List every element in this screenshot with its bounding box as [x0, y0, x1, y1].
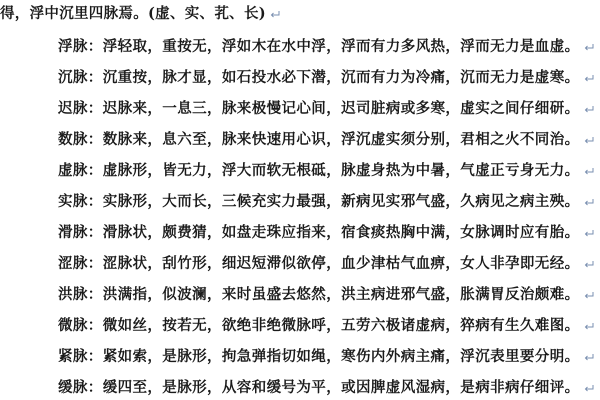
- pulse-line-text: 数脉：数脉来，息六至，脉来快速用心识，浮沉虚实须分别，君相之火不同治。: [58, 131, 580, 148]
- list-item: [58, 248, 598, 279]
- return-arrow-icon: [584, 353, 594, 361]
- list-item: [58, 62, 598, 93]
- list-item: [58, 341, 598, 372]
- pulse-line-text: 微脉：微如丝，按若无，欲绝非绝微脉呼，五劳六极诸虚病，猝病有生久难图。: [58, 317, 580, 334]
- pulse-line-text: 缓脉：缓四至，是脉形，从容和缓号为平，或因脾虚风湿病，是病非病仔细评。: [58, 379, 580, 396]
- header-line: [0, 2, 280, 26]
- list-item: [58, 279, 598, 310]
- pulse-line-text: 实脉：实脉形，大而长，三候充实力最强，新病见实邪气盛，久病见之病主殃。: [58, 193, 580, 210]
- return-arrow-icon: [584, 198, 594, 206]
- list-item: [58, 186, 598, 217]
- pulse-line-text: 洪脉：洪满指，似波澜，来时虽盛去悠然，洪主病进邪气盛，胀满胃反治颇难。: [58, 286, 580, 303]
- return-arrow-icon: [584, 384, 594, 392]
- return-arrow-icon: [584, 322, 594, 330]
- pulse-line-text: 滑脉：滑脉状，颇费猜，如盘走珠应指来，宿食痰热胸中满，女脉调时应有胎。: [58, 224, 580, 241]
- pulse-list: [58, 31, 598, 400]
- return-arrow-icon: [584, 74, 594, 82]
- return-arrow-icon: [584, 229, 594, 237]
- pulse-line-text: 浮脉：浮轻取，重按无，浮如木在水中浮，浮而有力多风热，浮而无力是血虚。: [58, 38, 580, 55]
- return-arrow-icon: [584, 167, 594, 175]
- return-arrow-icon: [584, 43, 594, 51]
- list-item: [58, 310, 598, 341]
- list-item: [58, 93, 598, 124]
- return-arrow-icon: [584, 105, 594, 113]
- list-item: [58, 155, 598, 186]
- pulse-line-text: 迟脉：迟脉来，一息三，脉来极慢记心间，迟司脏病或多寒，虚实之间仔细研。: [58, 100, 580, 117]
- return-arrow-icon: [270, 10, 280, 18]
- list-item: [58, 124, 598, 155]
- pulse-line-text: 沉脉：沉重按，脉才显，如石投水必下潜，沉而有力为冷痛，沉而无力是虚寒。: [58, 69, 580, 86]
- pulse-line-text: 紧脉：紧如索，是脉形，拘急弹指切如绳，寒伤内外病主痛，浮沉表里要分明。: [58, 348, 580, 365]
- header-text: 得，浮中沉里四脉焉。(虚、实、芤、长): [0, 5, 266, 22]
- pulse-line-text: 涩脉：涩脉状，刮竹形，细迟短滞似欲停，血少津枯气血痹，女人非孕即无经。: [58, 255, 580, 272]
- list-item: [58, 31, 598, 62]
- pulse-line-text: 虚脉：虚脉形，皆无力，浮大而软无根砥，脉虚身热为中暑，气虚正亏身无力。: [58, 162, 580, 179]
- list-item: [58, 372, 598, 400]
- return-arrow-icon: [584, 260, 594, 268]
- return-arrow-icon: [584, 291, 594, 299]
- return-arrow-icon: [584, 136, 594, 144]
- list-item: [58, 217, 598, 248]
